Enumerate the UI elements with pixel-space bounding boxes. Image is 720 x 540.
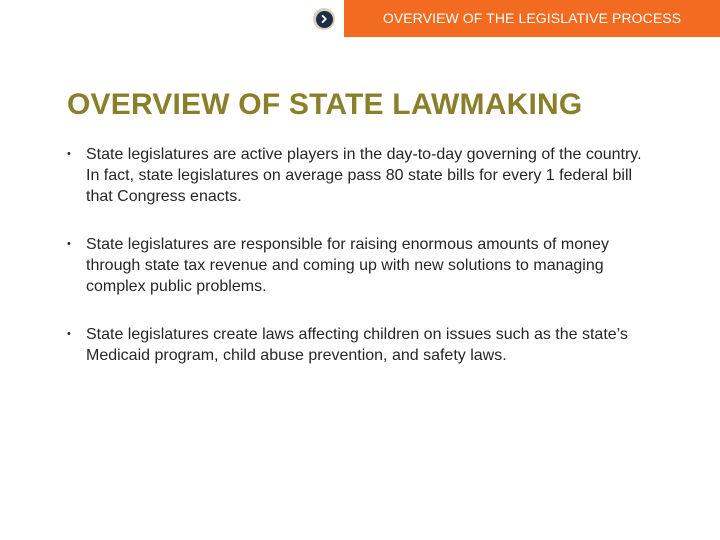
bullet-item bbox=[67, 324, 657, 366]
bullet-text: State legislatures create laws affecting children on issues such as the state’s Medicaid program, child abuse prevention, and safety laws. bbox=[86, 326, 628, 364]
chevron-right-icon bbox=[316, 11, 333, 28]
bullet-item bbox=[67, 144, 657, 207]
bullet-dot-icon: • bbox=[67, 238, 71, 250]
bullet-list bbox=[67, 144, 657, 393]
slide-title: OVERVIEW OF STATE LAWMAKING bbox=[67, 88, 583, 121]
bullet-item bbox=[67, 234, 657, 297]
bullet-text: State legislatures are active players in the day-to-day governing of the country. In fact, state legislatures on average pass 80 state bills for every 1 federal bill that Congress enacts. bbox=[86, 146, 642, 205]
section-banner: OVERVIEW OF THE LEGISLATIVE PROCESS bbox=[344, 0, 720, 37]
bullet-text: State legislatures are responsible for raising enormous amounts of money through state tax revenue and coming up with new solutions to managing complex public problems. bbox=[86, 236, 609, 295]
next-slide-button[interactable] bbox=[313, 8, 335, 30]
bullet-dot-icon: • bbox=[67, 328, 71, 340]
bullet-dot-icon: • bbox=[67, 148, 71, 160]
